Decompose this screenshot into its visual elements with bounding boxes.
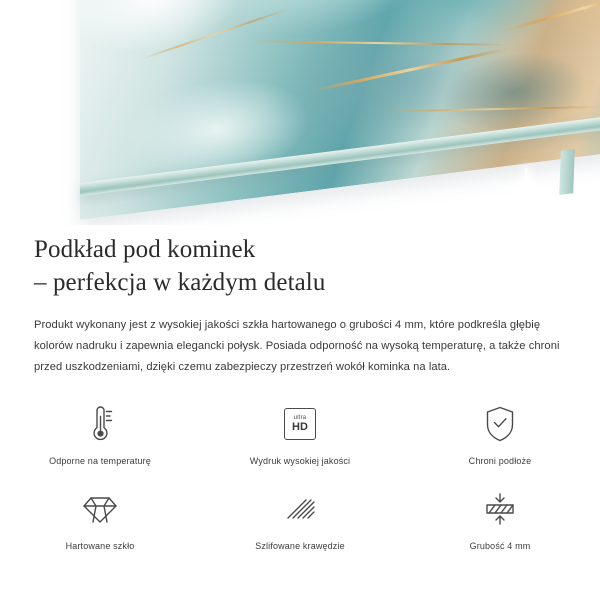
feature-item-protection (400, 395, 600, 480)
sparkle-core (521, 184, 531, 194)
thermometer-icon (83, 401, 117, 447)
feature-label: Odporne na temperaturę (49, 456, 151, 466)
thickness-icon (479, 486, 521, 532)
glass-panel-artwork (80, 0, 600, 220)
feature-item-temperature (0, 395, 200, 480)
feature-label: Szlifowane krawędzie (255, 541, 345, 551)
diamond-icon (80, 486, 120, 532)
marble-art-surface (80, 0, 600, 220)
feature-label: Chroni podłoże (468, 456, 532, 466)
feature-item-print-quality (200, 395, 400, 480)
feature-grid (0, 395, 600, 565)
feature-label: Hartowane szkło (65, 541, 135, 551)
description-text-block (0, 225, 600, 378)
feature-label: Wydruk wysokiej jakości (249, 456, 351, 466)
polished-edge-icon (280, 486, 320, 532)
description-paragraph: Produkt wykonany jest z wysokiej jakości szkła hartowanego o grubości 4 mm, które podkreśla głębię kolorów nadruku i zapewnia elegancki połysk. Posiada odporność na wysoką temperaturę, a także chroni przed uszkodzeniami, dzięki czemu zabezpieczy przestrzeń wokół kominka na lata. (34, 319, 560, 373)
feature-label: Grubość 4 mm (469, 541, 531, 551)
hero-image (0, 0, 600, 225)
ultra-hd-icon (284, 401, 316, 447)
sparkle-icon (505, 168, 547, 210)
page-title (0, 225, 600, 299)
headline-line-1: Podkład pod kominek (34, 236, 256, 263)
glass-edge-side (559, 149, 575, 195)
headline-line-2: – perfekcja w każdym detalu (34, 269, 326, 296)
shield-check-icon (481, 401, 519, 447)
feature-item-polished-edges (200, 480, 400, 565)
feature-item-tempered-glass (0, 480, 200, 565)
ultra-hd-badge-bottom: HD (292, 421, 308, 433)
feature-item-thickness (400, 480, 600, 565)
ultra-hd-badge-top: ultra (293, 415, 307, 421)
ultra-hd-badge (284, 408, 316, 440)
